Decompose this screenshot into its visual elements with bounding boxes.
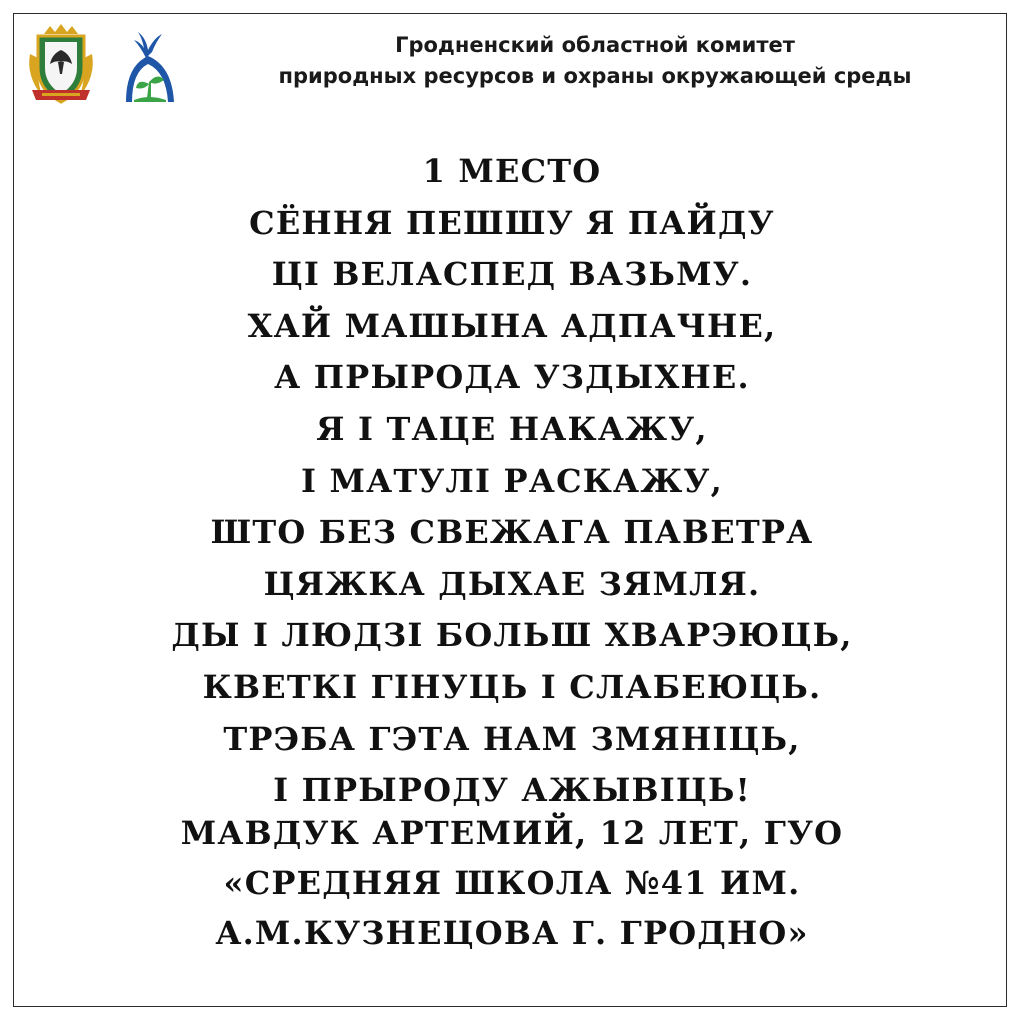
poem-line: ХАЙ МАШЫНА АДПАЧНЕ, (247, 306, 777, 345)
author-line: А.М.КУЗНЕЦОВА Г. ГРОДНО» (215, 914, 809, 952)
author-line: МАВДУК АРТЕМИЙ, 12 ЛЕТ, ГУО (180, 814, 844, 852)
poem-line: КВЕТКІ ГІНУЦЬ І СЛАБЕЮЦЬ. (202, 667, 822, 706)
poem-line: ДЫ І ЛЮДЗІ БОЛЬШ ХВАРЭЮЦЬ, (171, 616, 853, 655)
poem-line: І МАТУЛІ РАСКАЖУ, (300, 461, 724, 500)
poem-block (40, 146, 984, 817)
poem-place: 1 МЕСТО (422, 152, 602, 190)
poem-line: Я І ТАЦЕ НАКАЖУ, (316, 409, 708, 448)
author-block (40, 808, 984, 958)
poem-line: ЦІ ВЕЛАСПЕД ВАЗЬМУ. (271, 255, 753, 294)
author-line: «СРЕДНЯЯ ШКОЛА №41 ИМ. (223, 864, 801, 902)
poem-line: ШТО БЕЗ СВЕЖАГА ПАВЕТРА (210, 513, 814, 552)
poem-line: ЦЯЖКА ДЫХАЕ ЗЯМЛЯ. (263, 564, 761, 603)
poem-line: І ПРЫРОДУ АЖЫВІЦЬ! (273, 771, 751, 810)
poem-line: СЁННЯ ПЕШШУ Я ПАЙДУ (249, 203, 775, 242)
poem-line: А ПРЫРОДА УЗДЫХНЕ. (274, 358, 750, 397)
header-line-2: природных ресурсов и охраны окружающей среды (278, 64, 912, 88)
logos-group (22, 24, 182, 110)
deer-leaf-eco-icon (118, 26, 180, 106)
header-line-1: Гродненский областной комитет (395, 33, 795, 57)
coat-of-arms-icon (22, 24, 100, 108)
header-title (200, 30, 990, 92)
poem-line: ТРЭБА ГЭТА НАМ ЗМЯНІЦЬ, (223, 719, 801, 758)
